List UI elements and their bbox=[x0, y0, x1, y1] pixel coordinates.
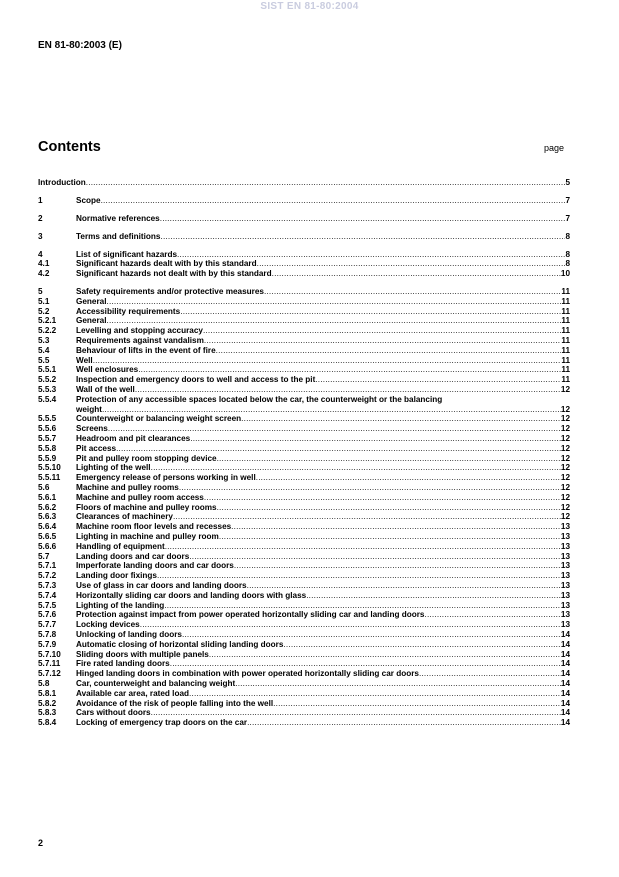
toc-entry-title: Protection of any accessible spaces located below the car, the counterweight or the balancing bbox=[76, 394, 443, 404]
leader-dots bbox=[234, 561, 561, 571]
toc-entry[interactable] bbox=[38, 552, 570, 562]
toc-entry-number: 5.1 bbox=[38, 296, 50, 306]
toc-entry-title: Screens bbox=[76, 424, 108, 434]
leader-dots bbox=[101, 196, 566, 206]
toc-entry-title: Floors of machine and pulley rooms bbox=[76, 502, 217, 512]
toc-entry-title: Lighting of the landing bbox=[76, 600, 165, 610]
toc-entry-page: 11 bbox=[561, 345, 570, 355]
toc-entry-title: Inspection and emergency doors to well and access to the pit bbox=[76, 375, 316, 385]
toc-entry-title: Well enclosures bbox=[76, 365, 139, 375]
toc-entry-title: Handling of equipment bbox=[76, 541, 165, 551]
toc-entry-title: Introduction bbox=[38, 178, 86, 187]
toc-entry-title: Lighting of the well bbox=[76, 463, 151, 473]
toc-entry[interactable] bbox=[38, 620, 570, 630]
page-column-label: page bbox=[544, 143, 565, 153]
toc-entry-page: 7 bbox=[565, 213, 570, 223]
toc-entry-title: Wall of the well bbox=[76, 385, 135, 395]
toc-entry-page: 8 bbox=[565, 259, 570, 269]
toc-entry-page: 12 bbox=[560, 502, 570, 512]
toc-entry-page: 12 bbox=[560, 473, 570, 483]
toc-entry-page: 12 bbox=[560, 482, 570, 492]
toc-entry-title: Unlocking of landing doors bbox=[76, 629, 182, 639]
leader-dots bbox=[217, 503, 561, 513]
toc-entry-number: 5.4 bbox=[38, 345, 50, 355]
toc-entry-number: 5.8 bbox=[38, 678, 50, 688]
toc-entry[interactable] bbox=[38, 483, 570, 493]
leader-dots bbox=[189, 689, 561, 699]
leader-dots bbox=[235, 679, 561, 689]
leader-dots bbox=[247, 581, 561, 591]
toc-entry-title: Use of glass in car doors and landing doors bbox=[76, 580, 247, 590]
leader-dots bbox=[204, 493, 561, 503]
toc-entry-number: 5.2.2 bbox=[38, 326, 57, 336]
toc-entry[interactable] bbox=[38, 473, 570, 483]
toc-entry-page: 12 bbox=[560, 385, 570, 395]
toc-entry-page: 12 bbox=[560, 512, 570, 522]
watermark: SIST EN 81-80:2004 bbox=[260, 1, 359, 12]
leader-dots bbox=[315, 375, 561, 385]
toc-entry-page: 13 bbox=[560, 580, 570, 590]
toc-entry[interactable] bbox=[38, 454, 570, 464]
leader-dots bbox=[140, 620, 561, 630]
toc-entry[interactable] bbox=[38, 375, 570, 385]
toc-entry[interactable] bbox=[38, 610, 570, 620]
leader-dots bbox=[170, 659, 561, 669]
toc-entry-page: 13 bbox=[560, 522, 570, 532]
toc-entry-page: 13 bbox=[560, 561, 570, 571]
toc-entry-number: 5.7.9 bbox=[38, 639, 57, 649]
toc-entry-title: Avoidance of the risk of people falling into the well bbox=[76, 698, 274, 708]
leader-dots bbox=[273, 699, 561, 709]
toc-entry-title: Imperforate landing doors and car doors bbox=[76, 561, 234, 571]
toc-entry-page: 11 bbox=[561, 306, 570, 316]
toc-entry-title: Cars without doors bbox=[76, 708, 151, 718]
toc-entry[interactable] bbox=[38, 259, 570, 269]
toc-entry[interactable] bbox=[38, 307, 570, 317]
toc-entry-title: Scope bbox=[76, 195, 101, 205]
toc-entry[interactable] bbox=[38, 708, 570, 718]
leader-dots bbox=[116, 444, 561, 454]
toc-entry-page: 13 bbox=[560, 541, 570, 551]
leader-dots bbox=[257, 259, 566, 269]
toc-entry-page: 12 bbox=[560, 443, 570, 453]
toc-entry-page: 7 bbox=[565, 195, 570, 205]
toc-entry-page: 13 bbox=[560, 600, 570, 610]
leader-dots bbox=[190, 434, 561, 444]
leader-dots bbox=[264, 287, 561, 297]
toc-entry-number: 5.7.5 bbox=[38, 600, 57, 610]
leader-dots bbox=[419, 669, 561, 679]
toc-entry-page: 11 bbox=[561, 326, 570, 336]
toc-entry-page: 14 bbox=[560, 669, 570, 679]
toc-entry[interactable] bbox=[38, 356, 570, 366]
leader-dots bbox=[173, 512, 561, 522]
toc-entry-title: General bbox=[76, 316, 107, 326]
leader-dots bbox=[86, 178, 566, 188]
toc-entry-title: Landing doors and car doors bbox=[76, 551, 190, 561]
footer-page-number: 2 bbox=[38, 838, 44, 848]
leader-dots bbox=[247, 718, 561, 728]
toc-entry-number: 5.7.11 bbox=[38, 659, 61, 669]
leader-dots bbox=[256, 473, 561, 483]
leader-dots bbox=[306, 591, 561, 601]
toc-entry-title-continued: weight bbox=[76, 404, 102, 414]
toc-entry-title: Lighting in machine and pulley room bbox=[76, 531, 219, 541]
toc-entry[interactable] bbox=[38, 336, 570, 346]
toc-entry-page: 13 bbox=[560, 610, 570, 620]
toc-entry[interactable] bbox=[38, 214, 570, 224]
toc-entry-number: 4 bbox=[38, 249, 43, 259]
toc-entry-title: Terms and definitions bbox=[76, 231, 161, 241]
toc-entry[interactable] bbox=[38, 718, 570, 728]
toc-entry[interactable] bbox=[38, 269, 570, 279]
toc-entry-title: Horizontally sliding car doors and landing doors with glass bbox=[76, 590, 307, 600]
toc-entry-page: 14 bbox=[560, 649, 570, 659]
toc-entry[interactable] bbox=[38, 316, 570, 326]
toc-entry-number: 5.8.2 bbox=[38, 698, 57, 708]
toc-entry[interactable] bbox=[38, 250, 570, 260]
toc-entry[interactable] bbox=[38, 581, 570, 591]
toc-entry-number: 5.2.1 bbox=[38, 316, 57, 326]
toc-entry-page: 13 bbox=[560, 551, 570, 561]
toc-entry-number: 2 bbox=[38, 213, 43, 223]
toc-entry-page: 11 bbox=[561, 375, 570, 385]
toc-entry-page: 13 bbox=[560, 590, 570, 600]
toc-entry-page: 11 bbox=[561, 355, 570, 365]
leader-dots bbox=[157, 571, 561, 581]
toc-entry-title: Landing door fixings bbox=[76, 571, 157, 581]
leader-dots bbox=[241, 414, 561, 424]
toc-entry-title: Machine room floor levels and recesses bbox=[76, 522, 232, 532]
leader-dots bbox=[160, 232, 565, 242]
leader-dots bbox=[203, 326, 561, 336]
toc-entry-title: Locking of emergency trap doors on the car bbox=[76, 718, 248, 728]
toc-entry-number: 5.6.6 bbox=[38, 541, 57, 551]
toc-entry-title: Protection against impact from power operated horizontally sliding car and landing doors bbox=[76, 610, 425, 620]
toc-entry-number: 5.5.5 bbox=[38, 414, 57, 424]
toc-entry-title: Fire rated landing doors bbox=[76, 659, 170, 669]
toc-entry-number: 5.7.12 bbox=[38, 669, 61, 679]
toc-entry-title: List of significant hazards bbox=[76, 249, 177, 259]
toc-entry-number: 5.7.6 bbox=[38, 610, 57, 620]
leader-dots bbox=[182, 630, 561, 640]
toc-entry-page: 14 bbox=[560, 708, 570, 718]
toc-entry-page: 11 bbox=[561, 336, 570, 346]
toc-entry[interactable] bbox=[38, 601, 570, 611]
toc-entry-number: 5.8.4 bbox=[38, 718, 57, 728]
leader-dots bbox=[283, 640, 560, 650]
toc-entry-number: 5.8.1 bbox=[38, 688, 57, 698]
toc-entry-number: 5.5 bbox=[38, 355, 50, 365]
toc-entry-title: Hinged landing doors in combination with power operated horizontally sliding car doors bbox=[76, 669, 419, 679]
toc-entry-number: 5.5.9 bbox=[38, 453, 57, 463]
toc-entry[interactable] bbox=[38, 669, 570, 679]
leader-dots bbox=[209, 650, 561, 660]
toc-entry-number: 5.8.3 bbox=[38, 708, 57, 718]
toc-entry-page: 14 bbox=[560, 639, 570, 649]
toc-entry-number: 5.5.7 bbox=[38, 434, 57, 443]
toc-entry[interactable] bbox=[38, 395, 570, 405]
toc-entry[interactable] bbox=[38, 287, 570, 297]
toc-entry-page: 11 bbox=[561, 287, 570, 297]
toc-entry-title: Levelling and stopping accuracy bbox=[76, 326, 203, 336]
toc-entry[interactable] bbox=[38, 178, 570, 188]
toc-entry-page: 8 bbox=[565, 249, 570, 259]
leader-dots bbox=[107, 297, 562, 307]
toc-entry-title: Locking devices bbox=[76, 620, 140, 630]
leader-dots bbox=[107, 316, 562, 326]
toc-entry-number: 5.7 bbox=[38, 551, 50, 561]
toc-entry[interactable] bbox=[38, 297, 570, 307]
leader-dots bbox=[135, 385, 561, 395]
toc-entry-page: 5 bbox=[565, 178, 570, 187]
toc-entry-title: Available car area, rated load bbox=[76, 688, 190, 698]
leader-dots bbox=[160, 214, 566, 224]
toc-entry[interactable] bbox=[38, 522, 570, 532]
toc-entry-page: 13 bbox=[560, 620, 570, 630]
toc-entry-page: 14 bbox=[560, 718, 570, 728]
toc-entry[interactable] bbox=[38, 232, 570, 242]
toc-entry-title: Machine and pulley rooms bbox=[76, 482, 179, 492]
leader-dots bbox=[216, 346, 562, 356]
toc-entry-page: 11 bbox=[561, 365, 570, 375]
toc-entry-number: 5.5.4 bbox=[38, 394, 57, 404]
toc-entry[interactable] bbox=[38, 346, 570, 356]
toc-entry-page: 12 bbox=[560, 453, 570, 463]
document-id: EN 81-80:2003 (E) bbox=[38, 40, 122, 51]
leader-dots bbox=[180, 307, 561, 317]
leader-dots bbox=[165, 542, 561, 552]
toc-entry-number: 5 bbox=[38, 287, 43, 297]
toc-entry-page: 12 bbox=[560, 434, 570, 443]
toc-entry[interactable] bbox=[38, 542, 570, 552]
toc-entry-page: 14 bbox=[560, 659, 570, 669]
toc-entry[interactable] bbox=[38, 630, 570, 640]
toc-entry[interactable] bbox=[38, 326, 570, 336]
toc-entry[interactable] bbox=[38, 434, 570, 444]
toc-entry-number: 5.5.3 bbox=[38, 385, 57, 395]
toc-entry-title: Clearances of machinery bbox=[76, 512, 173, 522]
toc-entry-number: 5.6 bbox=[38, 482, 50, 492]
toc-entry-number: 5.5.6 bbox=[38, 424, 57, 434]
toc-entry-page: 12 bbox=[560, 492, 570, 502]
leader-dots bbox=[177, 250, 565, 260]
toc-entry-title: Counterweight or balancing weight screen bbox=[76, 414, 242, 424]
toc-entry[interactable] bbox=[38, 532, 570, 542]
toc-entry-page: 10 bbox=[560, 269, 570, 279]
toc-entry[interactable] bbox=[38, 365, 570, 375]
toc-entry-number: 4.1 bbox=[38, 259, 50, 269]
toc-entry-title: Emergency release of persons working in well bbox=[76, 473, 256, 483]
leader-dots bbox=[151, 463, 561, 473]
toc-entry-number: 4.2 bbox=[38, 269, 50, 279]
toc-entry-number: 1 bbox=[38, 195, 43, 205]
toc-entry-number: 5.6.5 bbox=[38, 531, 57, 541]
toc-entry-page: 14 bbox=[560, 678, 570, 688]
toc-entry-number: 5.7.3 bbox=[38, 580, 57, 590]
toc-entry-title: Headroom and pit clearances bbox=[76, 434, 191, 443]
toc-entry[interactable] bbox=[38, 196, 570, 206]
toc-entry[interactable] bbox=[38, 561, 570, 571]
toc-entry-number: 5.7.1 bbox=[38, 561, 57, 571]
toc-entry-page: 8 bbox=[565, 231, 570, 241]
toc-entry[interactable] bbox=[38, 650, 570, 660]
toc-entry[interactable] bbox=[38, 385, 570, 395]
toc-entry-number: 5.5.8 bbox=[38, 443, 57, 453]
toc-entry[interactable] bbox=[38, 463, 570, 473]
leader-dots bbox=[231, 522, 561, 532]
toc-entry-title: Behaviour of lifts in the event of fire bbox=[76, 345, 216, 355]
toc-entry-title: Car, counterweight and balancing weight bbox=[76, 678, 236, 688]
leader-dots bbox=[179, 483, 561, 493]
toc-entry-number: 5.5.10 bbox=[38, 463, 61, 473]
toc-entry-title: Machine and pulley room access bbox=[76, 492, 204, 502]
toc-entry-title: Sliding doors with multiple panels bbox=[76, 649, 209, 659]
toc-entry-number: 5.6.3 bbox=[38, 512, 57, 522]
toc-entry-page: 12 bbox=[560, 404, 570, 414]
toc-entry-number: 5.6.4 bbox=[38, 522, 57, 532]
toc-entry[interactable] bbox=[38, 503, 570, 513]
toc-entry-page: 14 bbox=[560, 629, 570, 639]
toc-entry-title: General bbox=[76, 296, 107, 306]
toc-entry[interactable] bbox=[38, 689, 570, 699]
toc-entry[interactable] bbox=[38, 414, 570, 424]
toc-entry-page: 11 bbox=[561, 316, 570, 326]
leader-dots bbox=[272, 269, 561, 279]
leader-dots bbox=[219, 532, 561, 542]
toc-entry-title: Significant hazards dealt with by this standard bbox=[76, 259, 257, 269]
table-of-contents bbox=[38, 178, 570, 728]
toc-entry[interactable] bbox=[38, 659, 570, 669]
toc-entry-title: Significant hazards not dealt with by this standard bbox=[76, 269, 272, 279]
toc-entry-number: 5.7.8 bbox=[38, 629, 57, 639]
toc-entry-page: 12 bbox=[560, 424, 570, 434]
toc-entry-number: 5.7.2 bbox=[38, 571, 57, 581]
toc-entry-page: 12 bbox=[560, 463, 570, 473]
leader-dots bbox=[138, 365, 561, 375]
toc-entry-title: Pit access bbox=[76, 443, 117, 453]
toc-entry-title: Pit and pulley room stopping device bbox=[76, 453, 217, 463]
toc-entry-number: 5.6.2 bbox=[38, 502, 57, 512]
leader-dots bbox=[93, 356, 562, 366]
toc-entry-number: 5.7.7 bbox=[38, 620, 57, 630]
leader-dots bbox=[108, 424, 561, 434]
toc-entry-page: 14 bbox=[560, 698, 570, 708]
toc-entry-page: 12 bbox=[560, 414, 570, 424]
toc-entry[interactable] bbox=[38, 512, 570, 522]
toc-entry-page: 13 bbox=[560, 531, 570, 541]
toc-entry-title: Safety requirements and/or protective measures bbox=[76, 287, 264, 297]
leader-dots bbox=[217, 454, 561, 464]
toc-entry[interactable] bbox=[38, 571, 570, 581]
leader-dots bbox=[204, 336, 561, 346]
toc-entry-number: 3 bbox=[38, 231, 43, 241]
toc-entry[interactable] bbox=[38, 405, 570, 415]
toc-entry-number: 5.5.11 bbox=[38, 473, 61, 483]
toc-entry[interactable] bbox=[38, 640, 570, 650]
toc-entry-number: 5.5.1 bbox=[38, 365, 57, 375]
toc-entry-title: Automatic closing of horizontal sliding landing doors bbox=[76, 639, 284, 649]
toc-entry-number: 5.6.1 bbox=[38, 492, 57, 502]
leader-dots bbox=[164, 601, 561, 611]
leader-dots bbox=[189, 552, 561, 562]
toc-entry-page: 14 bbox=[560, 688, 570, 698]
toc-entry-title: Well bbox=[76, 355, 93, 365]
toc-entry[interactable] bbox=[38, 591, 570, 601]
leader-dots bbox=[102, 405, 561, 415]
toc-entry[interactable] bbox=[38, 424, 570, 434]
toc-entry[interactable] bbox=[38, 679, 570, 689]
toc-entry-number: 5.2 bbox=[38, 306, 50, 316]
toc-entry-number: 5.7.10 bbox=[38, 649, 61, 659]
toc-entry[interactable] bbox=[38, 493, 570, 503]
toc-entry[interactable] bbox=[38, 444, 570, 454]
toc-entry-title: Normative references bbox=[76, 213, 160, 223]
toc-entry-title: Requirements against vandalism bbox=[76, 336, 204, 346]
toc-entry[interactable] bbox=[38, 699, 570, 709]
toc-entry-number: 5.3 bbox=[38, 336, 50, 346]
leader-dots bbox=[151, 708, 561, 718]
contents-title: Contents bbox=[38, 139, 101, 155]
toc-entry-number: 5.5.2 bbox=[38, 375, 57, 385]
toc-entry-title: Accessibility requirements bbox=[76, 306, 181, 316]
leader-dots bbox=[424, 610, 560, 620]
toc-entry-page: 13 bbox=[560, 571, 570, 581]
toc-entry-page: 11 bbox=[561, 296, 570, 306]
toc-entry-number: 5.7.4 bbox=[38, 590, 57, 600]
